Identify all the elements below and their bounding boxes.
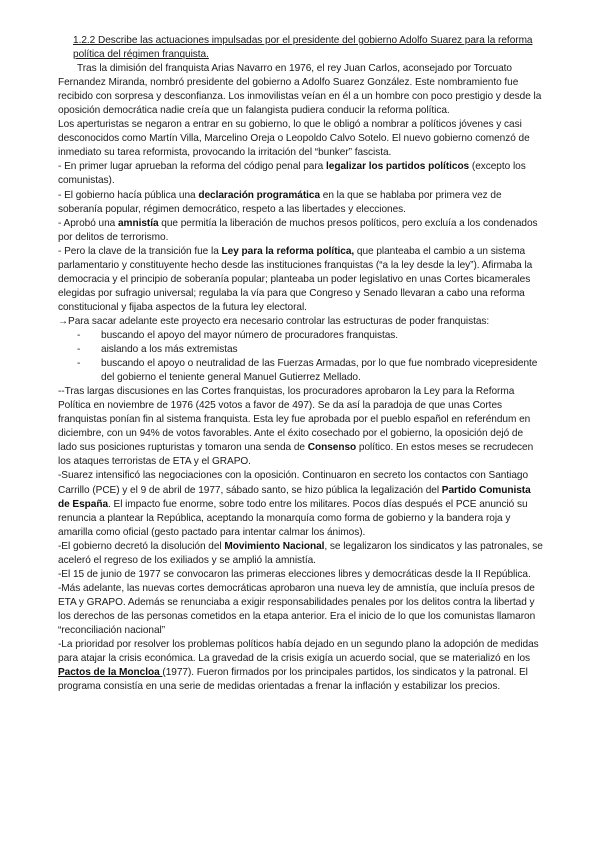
item-codigo-penal: - En primer lugar aprueban la reforma del código penal para legalizar los partidos políticos (excepto los comunistas). [58,161,526,187]
item-ley-reforma: - Pero la clave de la transición fue la Ley para la reforma política, que planteaba el cambio a un sistema parlamentario y constituyente hecho desde las instituciones franquistas (“a la ley desde la ley”). Afirmaba la democracia y el principio de soberanía popular; planteaba un poder legislativo en unas Cortes bicamerales elegidas por sufragio universal; regulaba la vía para que Congreso y Senado llevaran a cabo una reforma constitucional y fijaba aspectos de la futura ley electoral. [58,245,533,313]
paragraph-moncloa: -La prioridad por resolver los problemas políticos había dejado en un segundo plano la adopción de medidas para atajar la crisis económica. La gravedad de la crisis exigía un acuerdo social, que se materializó en los Pactos de la Moncloa (1977). Fueron firmados por los principales partidos, los sindicatos y la patronal. El programa consistía en una serie de medidas orientadas a frenar la inflación y estabilizar los precios. [58,639,539,693]
paragraph-ley-aprobada: --Tras largas discusiones en las Cortes franquistas, los procuradores aprobaron la Ley para la Reforma Política en noviembre de 1976 (425 votos a favor de 497). Se da así la paradoja de que unas Cortes franquistas ponían fin al sistema franquista. Esta ley fue aprobada por el pueblo español en referéndum en diciembre, con un 94% de votos favorables. Ante el éxito cosechado por el gobierno, la oposición dejó de lado sus posiciones rupturistas y tomaron una senda de Consenso político. En estos meses se recrudecen los ataques terroristas de ETA y el GRAPO. [58,386,534,468]
bold-ley-reforma: Ley para la reforma política, [221,245,355,257]
list-item: - aislando a los más extremistas [58,343,544,357]
bold-consenso: Consenso [307,442,357,454]
item-amnistia: - Aprobó una amnistía que permitía la liberación de muchos presos políticos, pero excluía a los condenados por delitos de terrorismo. [58,217,538,243]
document-page [58,34,544,694]
paragraph-aperturistas: Los aperturistas se negaron a entrar en su gobierno, lo que le obligó a nombrar a políticos jóvenes y casi desconocidos como Martín Villa, Marcelino Oreja o Leopoldo Calvo Sotelo. El nuevo gobierno comenzó de inmediato su tarea reformista, provocando la irritación del “bunker” fascista. [58,119,530,159]
bold-amnistia: amnistía [117,217,159,229]
paragraph-negociaciones: -Suarez intensificó las negociaciones con la oposición. Continuaron en secreto los contactos con Santiago Carrillo (PCE) y el 9 de abril de 1977, sábado santo, se hizo pública la legalización del Partido Comunista de España. El impacto fue enorme, sobre todo entre los militares. Pocos días después el PCE anunció su renuncia a plantear la República, aceptando la monarquía como forma de gobierno y la bandera roja y amarilla como oficial (gesto pactado para intentar calmar los ánimos). [58,470,531,538]
arrow-line: →Para sacar adelante este proyecto era necesario controlar las estructuras de poder franquistas: [58,315,490,327]
bullet-list [58,329,544,385]
list-item: - buscando el apoyo o neutralidad de las Fuerzas Armadas, por lo que fue nombrado vicepresidente del gobierno el teniente general Manuel Gutierrez Mellado. [58,357,544,385]
list-item: - buscando el apoyo del mayor número de procuradores franquistas. [58,329,544,343]
item-declaracion: - El gobierno hacía pública una declaración programática en la que se hablaba por primera vez de soberanía popular, régimen democrático, respeto a las libertades y elecciones. [58,189,502,215]
bold-pce: Partido Comunista de España [58,484,531,510]
bold-declaracion: declaración programática [198,189,321,201]
paragraph-elecciones: -El 15 de junio de 1977 se convocaron las primeras elecciones libres y democráticas desde la II República. [58,568,531,580]
section-title: 1.2.2 Describe las actuaciones impulsadas por el presidente del gobierno Adolfo Suarez para la reforma política del régimen franquista. [73,35,533,61]
paragraph-movimiento: -El gobierno decretó la disolución del Movimiento Nacional, se legalizaron los sindicatos y las patronales, se aceleró el regreso de los exiliados y se amplió la amnistía. [58,540,543,566]
bold-movimiento: Movimiento Nacional [224,540,325,552]
bold-legalizar: legalizar los partidos políticos [326,161,470,173]
intro-paragraph: Tras la dimisión del franquista Arias Navarro en 1976, el rey Juan Carlos, aconsejado por Torcuato Fernandez Miranda, nombró presidente del gobierno a Adolfo Suarez González. Este nombramiento fue recibido con sorpresa y desconfianza. Los inmovilistas veían en él a un hombre con poco prestigio y desde la oposición democrática nadie creía que un falangista pudiera conducir la reforma política. [58,63,542,117]
paragraph-amnistia-nueva: -Más adelante, las nuevas cortes democráticas aprobaron una nueva ley de amnistía, que incluía presos de ETA y GRAPO. Además se renunciaba a exigir responsabilidades penales por los delitos contra la libertad y los derechos de las personas cometidos en la etapa anterior. Era el inicio de lo que los comunistas llamaron “reconciliación nacional” [58,582,536,636]
bold-moncloa: Pactos de la Moncloa [58,667,163,679]
